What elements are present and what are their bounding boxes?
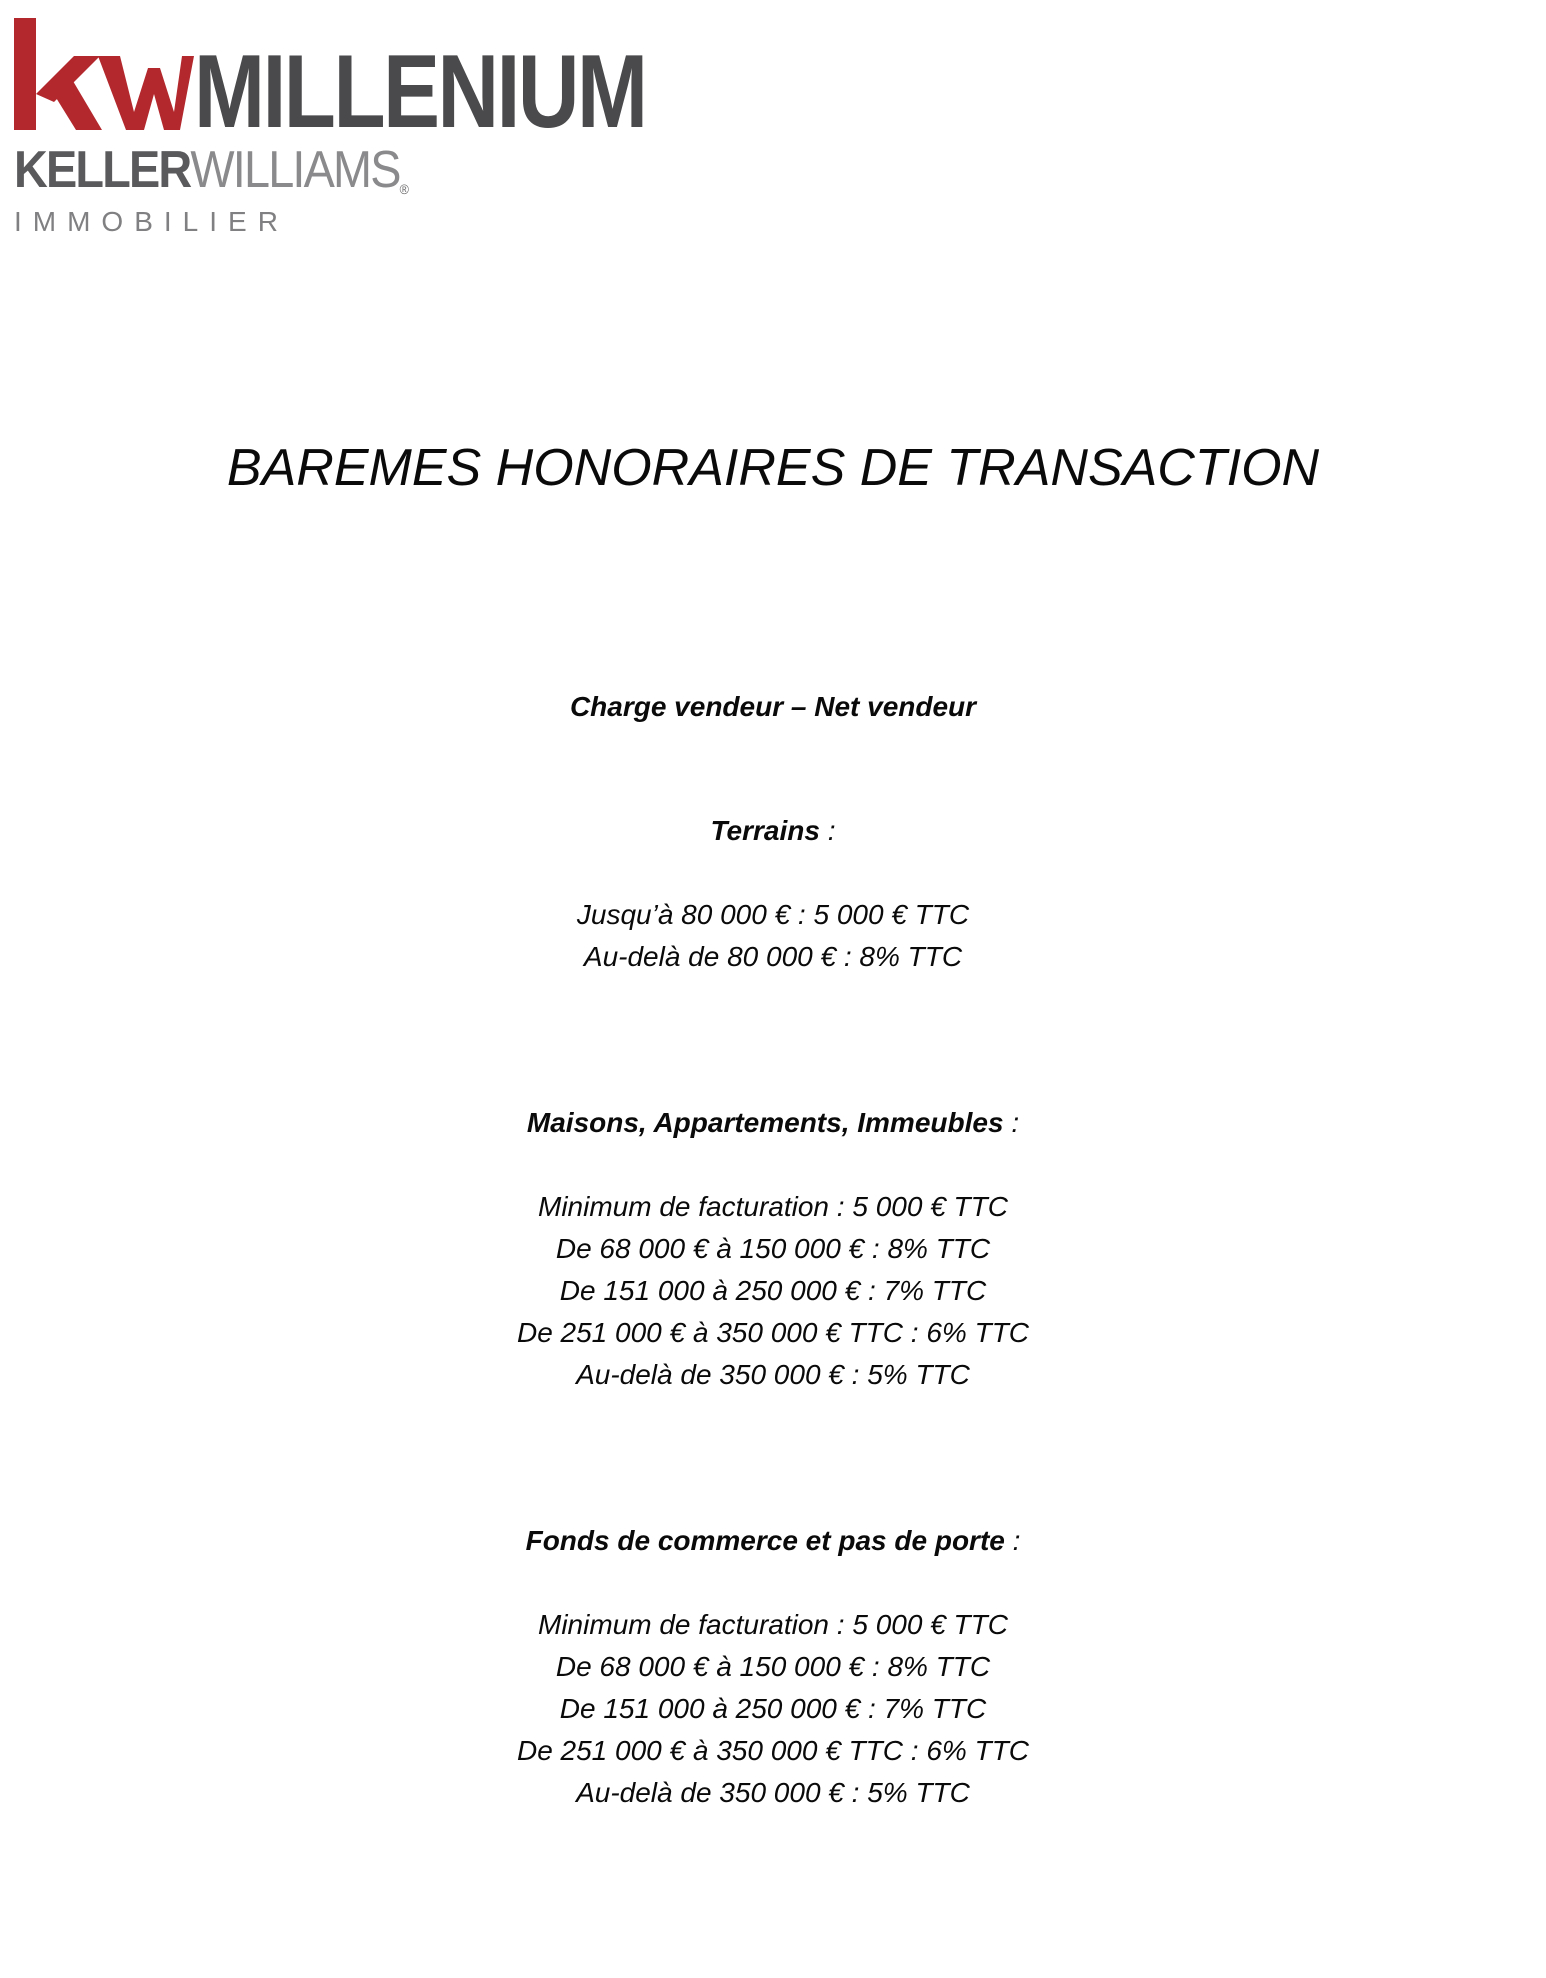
brand-name: MILLENIUM — [194, 34, 646, 150]
section-heading-terrains — [0, 814, 1546, 848]
rate-line: De 251 000 € à 350 000 € TTC : 6% TTC — [516, 1317, 1030, 1348]
rate-line: De 151 000 à 250 000 € : 7% TTC — [559, 1275, 987, 1306]
company-wordmark-bold: KELLER — [14, 141, 191, 199]
kw-mark-logo — [14, 18, 194, 136]
document-title: BAREMES HONORAIRES DE TRANSACTION — [226, 439, 1320, 497]
section-heading-fonds-de-commerce — [0, 1524, 1546, 1558]
rate-line: De 251 000 € à 350 000 € TTC : 6% TTC — [516, 1735, 1030, 1766]
rate-line: Au-delà de 80 000 € : 8% TTC — [583, 941, 963, 972]
document-subtitle: Charge vendeur – Net vendeur — [569, 691, 977, 722]
section-heading-colon: : — [819, 815, 836, 846]
rate-line: Minimum de facturation : 5 000 € TTC — [538, 1191, 1008, 1222]
rate-line: Au-delà de 350 000 € : 5% TTC — [576, 1359, 970, 1390]
rate-line: Minimum de facturation : 5 000 € TTC — [538, 1609, 1008, 1640]
section-heading-maisons — [0, 1106, 1546, 1140]
company-subtitle: IMMOBILIER — [14, 206, 289, 237]
section-heading-colon: : — [1004, 1525, 1021, 1556]
company-wordmark-light: WILLIAMS — [190, 141, 400, 199]
company-wordmark — [14, 141, 409, 199]
company-logo — [14, 18, 654, 238]
rate-line: De 68 000 € à 150 000 € : 8% TTC — [555, 1233, 991, 1264]
rate-line: Au-delà de 350 000 € : 5% TTC — [576, 1777, 970, 1808]
section-heading-label: Maisons, Appartements, Immeubles — [526, 1107, 1004, 1138]
section-heading-label: Fonds de commerce et pas de porte — [525, 1525, 1005, 1556]
rate-line: De 68 000 € à 150 000 € : 8% TTC — [555, 1651, 991, 1682]
section-heading-colon: : — [1003, 1107, 1020, 1138]
section-heading-label: Terrains — [710, 815, 820, 846]
registered-mark: ® — [399, 181, 409, 197]
rate-line: Jusqu’à 80 000 € : 5 000 € TTC — [576, 899, 970, 930]
rate-line: De 151 000 à 250 000 € : 7% TTC — [559, 1693, 987, 1724]
